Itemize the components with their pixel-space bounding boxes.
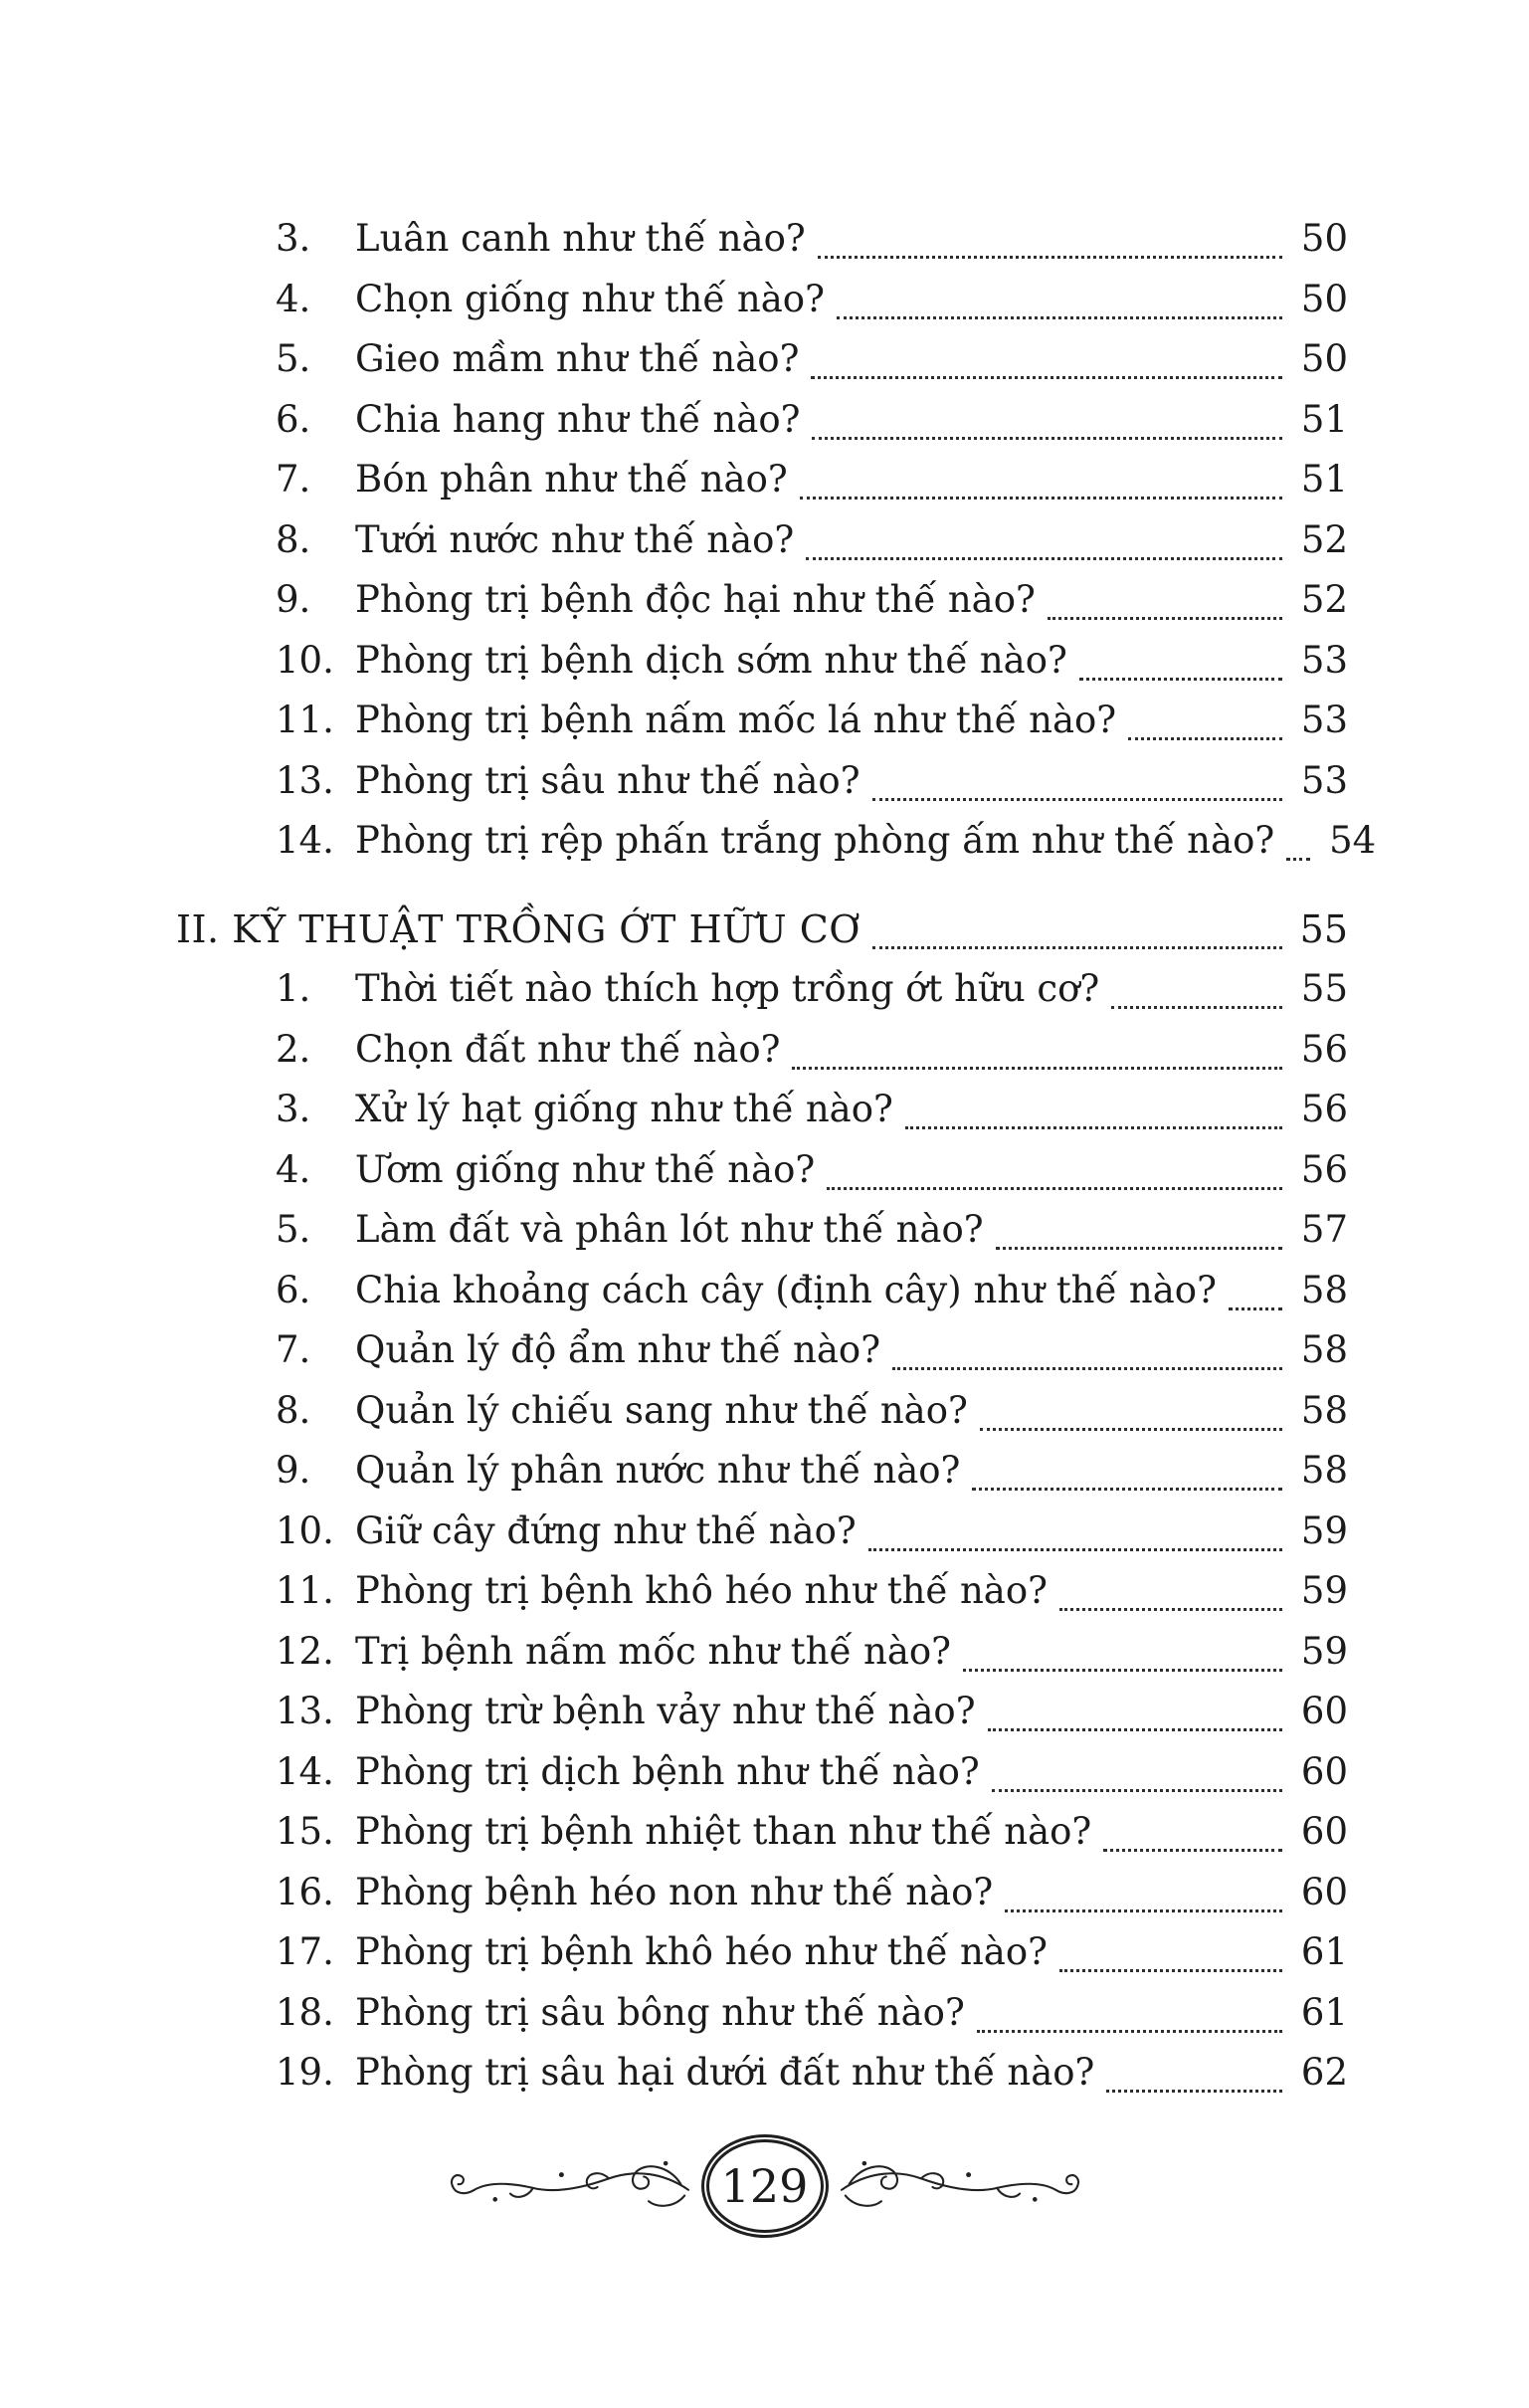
- entry-page-number: 55: [1299, 906, 1348, 951]
- toc-list: [176, 209, 1377, 2104]
- entry-number: 9.: [276, 1449, 311, 1492]
- toc-entry: [176, 570, 1348, 631]
- entry-title: Chọn giống như thế nào?: [355, 277, 825, 320]
- entry-page-number: 60: [1300, 1810, 1348, 1853]
- entry-number: 10.: [276, 638, 334, 682]
- flourish-ornament-left: [445, 2146, 693, 2226]
- entry-title: Phòng trị sâu bông như thế nào?: [355, 1990, 965, 2034]
- entry-page-number: 54: [1329, 819, 1377, 862]
- entry-page-number: 56: [1300, 1088, 1348, 1130]
- entry-number: 9.: [276, 578, 311, 621]
- toc-entry: [176, 1261, 1348, 1321]
- entry-title: Bón phân như thế nào?: [355, 458, 788, 501]
- dot-leader: [996, 1200, 1282, 1250]
- page-number-oval: [701, 2134, 829, 2238]
- entry-title: Thời tiết nào thích hợp trồng ớt hữu cơ?: [355, 967, 1100, 1010]
- entry-title: Phòng trị bệnh dịch sớm như thế nào?: [355, 638, 1067, 682]
- entry-number: 19.: [276, 2051, 334, 2094]
- entry-number: 11.: [276, 699, 334, 741]
- dot-leader: [792, 1020, 1282, 1070]
- entry-title: Phòng trị sâu như thế nào?: [355, 758, 860, 802]
- entry-title: Phòng trị sâu hại dưới đất như thế nào?: [355, 2051, 1095, 2094]
- entry-title: Phòng trị dịch bệnh như thế nào?: [355, 1749, 980, 1793]
- entry-page-number: 50: [1300, 337, 1348, 380]
- entry-title: Quản lý phân nước như thế nào?: [355, 1449, 961, 1492]
- toc-entry: [176, 1200, 1348, 1261]
- entry-number: 5.: [276, 337, 311, 380]
- toc-entry: [176, 1561, 1348, 1622]
- entry-page-number: 58: [1300, 1388, 1348, 1432]
- dot-leader: [1106, 2043, 1282, 2093]
- entry-number: 13.: [276, 1690, 334, 1732]
- toc-entry: [176, 1320, 1348, 1381]
- entry-title: Chia hang như thế nào?: [355, 397, 801, 441]
- entry-page-number: 58: [1300, 1449, 1348, 1492]
- entry-number: 10.: [276, 1508, 334, 1552]
- dot-leader: [868, 1502, 1282, 1551]
- entry-number: 4.: [276, 1147, 311, 1191]
- entry-number: 11.: [276, 1569, 334, 1612]
- entry-title: Tưới nước như thế nào?: [355, 517, 795, 561]
- dot-leader: [988, 1682, 1282, 1731]
- dot-leader: [1111, 959, 1282, 1009]
- toc-entry: [176, 691, 1348, 751]
- entry-number: 14.: [276, 1749, 334, 1793]
- entry-number: 15.: [276, 1810, 334, 1853]
- entry-page-number: 50: [1300, 277, 1348, 320]
- dot-leader: [818, 209, 1282, 259]
- dot-leader: [800, 450, 1282, 500]
- toc-entry: [176, 510, 1348, 571]
- entry-title: Chọn đất như thế nào?: [355, 1027, 781, 1071]
- entry-title: Quản lý độ ẩm như thế nào?: [355, 1328, 881, 1371]
- entry-title: Phòng bệnh héo non như thế nào?: [355, 1870, 994, 1913]
- entry-title: Phòng trị bệnh khô héo như thế nào?: [355, 1930, 1048, 1973]
- entry-number: 5.: [276, 1208, 311, 1251]
- entry-page-number: 53: [1300, 638, 1348, 682]
- dot-leader: [972, 1441, 1282, 1491]
- entry-page-number: 60: [1300, 1749, 1348, 1793]
- entry-page-number: 61: [1300, 1990, 1348, 2034]
- entry-title: Phòng trị rệp phấn trắng phòng ấm như thế nào?: [355, 819, 1275, 862]
- dot-leader: [980, 1381, 1282, 1431]
- dot-leader: [827, 1140, 1282, 1190]
- entry-title: Phòng trị bệnh khô héo như thế nào?: [355, 1569, 1048, 1612]
- toc-entry: [176, 1922, 1348, 1983]
- dot-leader: [837, 270, 1282, 319]
- dot-leader: [872, 900, 1282, 949]
- toc-entry: [176, 1682, 1348, 1742]
- entry-page-number: 50: [1300, 217, 1348, 260]
- toc-entry: [176, 1140, 1348, 1201]
- entry-title: Phòng trị bệnh nấm mốc lá như thế nào?: [355, 699, 1117, 741]
- entry-number: 16.: [276, 1870, 334, 1913]
- dot-leader: [1059, 1922, 1282, 1972]
- entry-title: Chia khoảng cách cây (định cây) như thế nào?: [355, 1268, 1217, 1311]
- entry-title: Quản lý chiếu sang như thế nào?: [355, 1388, 968, 1432]
- entry-number: 14.: [276, 819, 334, 862]
- toc-entry: [176, 751, 1348, 812]
- entry-title: Trị bệnh nấm mốc như thế nào?: [355, 1629, 951, 1673]
- entry-number: 17.: [276, 1930, 334, 1973]
- entry-page-number: 60: [1300, 1870, 1348, 1913]
- dot-leader: [963, 1622, 1282, 1672]
- entry-number: 8.: [276, 1388, 311, 1432]
- entry-page-number: 61: [1300, 1930, 1348, 1973]
- entry-number: 8.: [276, 517, 311, 561]
- toc-entry: [176, 450, 1348, 510]
- entry-number: 18.: [276, 1990, 334, 2034]
- entry-number: 2.: [276, 1027, 311, 1071]
- entry-page-number: 53: [1300, 699, 1348, 741]
- entry-number: 6.: [276, 1268, 311, 1311]
- entry-title: Giữ cây đứng như thế nào?: [355, 1508, 857, 1552]
- toc-entry: [176, 1080, 1348, 1140]
- entry-title: Phòng trừ bệnh vảy như thế nào?: [355, 1690, 976, 1732]
- dot-leader: [1229, 1261, 1282, 1310]
- toc-entry: [176, 270, 1348, 330]
- toc-entry: [176, 1020, 1348, 1081]
- dot-leader: [1059, 1561, 1282, 1611]
- toc-entry: [176, 1441, 1348, 1502]
- dot-leader: [992, 1742, 1282, 1792]
- entry-page-number: 51: [1300, 397, 1348, 441]
- dot-leader: [812, 390, 1282, 440]
- dot-leader: [1048, 570, 1282, 620]
- entry-page-number: 58: [1300, 1268, 1348, 1311]
- toc-entry: [176, 1742, 1348, 1803]
- entry-title: Phòng trị bệnh độc hại như thế nào?: [355, 578, 1036, 621]
- entry-title: Ươm giống như thế nào?: [355, 1147, 816, 1191]
- toc-section-header: [176, 900, 1348, 960]
- entry-title: Luân canh như thế nào?: [355, 217, 806, 260]
- entry-page-number: 56: [1300, 1027, 1348, 1071]
- dot-leader: [1103, 1802, 1282, 1852]
- entry-number: 6.: [276, 397, 311, 441]
- entry-page-number: 56: [1300, 1147, 1348, 1191]
- dot-leader: [872, 751, 1282, 801]
- entry-page-number: 52: [1300, 517, 1348, 561]
- dot-leader: [1286, 811, 1310, 861]
- entry-number: 7.: [276, 458, 311, 501]
- toc-entry: [176, 329, 1348, 390]
- entry-page-number: 53: [1300, 758, 1348, 802]
- entry-title: Phòng trị bệnh nhiệt than như thế nào?: [355, 1810, 1092, 1853]
- entry-number: 1.: [276, 967, 311, 1010]
- dot-leader: [806, 510, 1282, 560]
- entry-page-number: 52: [1300, 578, 1348, 621]
- entry-page-number: 58: [1300, 1328, 1348, 1371]
- toc-entry: [176, 2043, 1348, 2104]
- entry-page-number: 59: [1300, 1569, 1348, 1612]
- toc-entry: [176, 631, 1348, 692]
- toc-entry: [176, 1381, 1348, 1442]
- entry-page-number: 62: [1300, 2051, 1348, 2094]
- toc-entry: [176, 959, 1348, 1020]
- toc-entry: [176, 1502, 1348, 1562]
- toc-entry: [176, 811, 1377, 872]
- entry-number: 3.: [276, 217, 311, 260]
- page-footer: [0, 2134, 1529, 2238]
- toc-entry: [176, 1802, 1348, 1863]
- entry-number: 4.: [276, 277, 311, 320]
- dot-leader: [1079, 631, 1282, 681]
- entry-title: Xử lý hạt giống như thế nào?: [355, 1088, 893, 1130]
- entry-title: Làm đất và phân lót như thế nào?: [355, 1208, 984, 1251]
- dot-leader: [1128, 691, 1282, 740]
- entry-number: 3.: [276, 1088, 311, 1130]
- entry-page-number: 60: [1300, 1690, 1348, 1732]
- page-number: 129: [720, 2159, 809, 2213]
- entry-page-number: 59: [1300, 1508, 1348, 1552]
- flourish-ornament-right: [837, 2146, 1085, 2226]
- dot-leader: [892, 1320, 1282, 1370]
- entry-title: Gieo mầm như thế nào?: [355, 337, 800, 380]
- entry-page-number: 51: [1300, 458, 1348, 501]
- toc-entry: [176, 209, 1348, 270]
- toc-entry: [176, 1863, 1348, 1923]
- dot-leader: [905, 1080, 1282, 1129]
- entry-page-number: 59: [1300, 1629, 1348, 1673]
- entry-page-number: 55: [1300, 967, 1348, 1010]
- entry-number: 12.: [276, 1629, 334, 1673]
- entry-number: 13.: [276, 758, 334, 802]
- entry-number: 7.: [276, 1328, 311, 1371]
- dot-leader: [811, 329, 1282, 379]
- toc-entry: [176, 1983, 1348, 2044]
- section-title: II. KỸ THUẬT TRỒNG ỚT HỮU CƠ: [176, 906, 860, 951]
- entry-page-number: 57: [1300, 1208, 1348, 1251]
- toc-entry: [176, 1622, 1348, 1683]
- toc-entry: [176, 390, 1348, 451]
- dot-leader: [977, 1983, 1282, 2033]
- dot-leader: [1005, 1863, 1282, 1912]
